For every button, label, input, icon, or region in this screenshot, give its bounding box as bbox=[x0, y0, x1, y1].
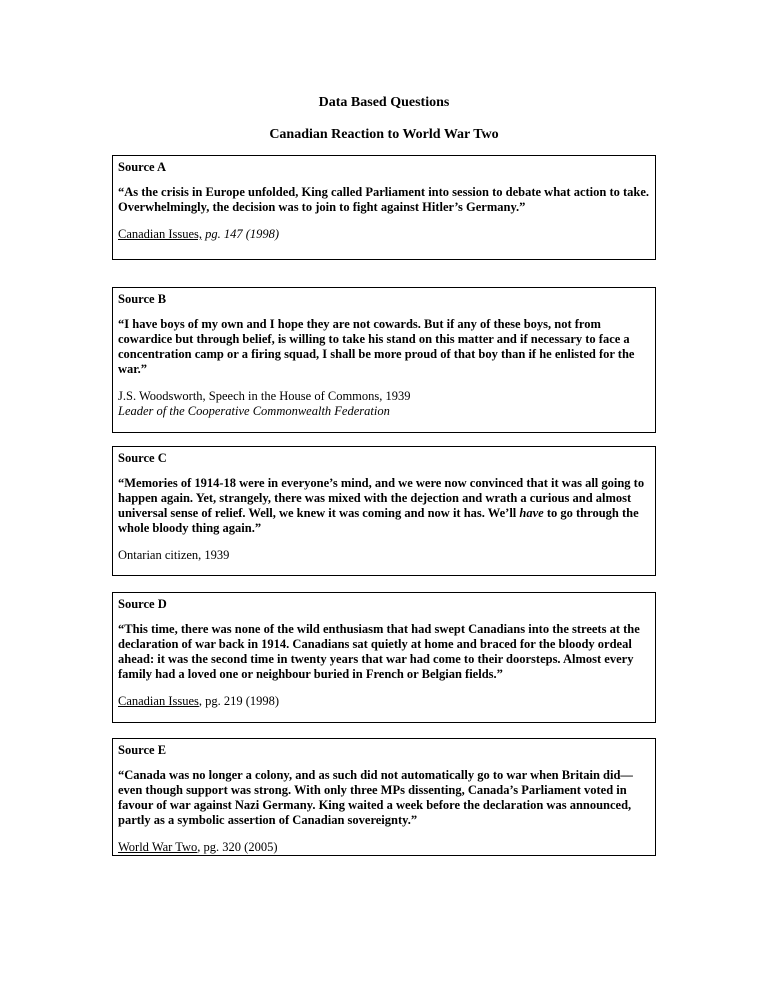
source-d-box bbox=[112, 592, 656, 723]
source-c-quote-part1: “Memories of 1914-18 were in everyone’s mind, and we were now convinced that it was all going to happen again. Yet, strangely, there was mixed with the dejection and wrath a curious and almost universal sense of relief. Well, we knew it was coming and now it has. We’ll bbox=[118, 476, 645, 520]
source-e-box bbox=[112, 738, 656, 856]
source-c-box bbox=[112, 446, 656, 576]
source-c-quote-emphasis: have bbox=[519, 506, 544, 520]
source-b-heading: Source B bbox=[118, 292, 167, 306]
source-b-speaker: J.S. Woodsworth, Speech in the House of Commons, 1939 bbox=[118, 389, 411, 403]
source-a-box bbox=[112, 155, 656, 260]
source-e-heading: Source E bbox=[118, 743, 167, 757]
source-d-heading: Source D bbox=[118, 597, 167, 611]
source-d-reference: , pg. 219 (1998) bbox=[198, 694, 280, 708]
source-a-citation bbox=[118, 227, 650, 242]
source-d-quote: “This time, there was none of the wild enthusiasm that had swept Canadians into the streets at the declaration of war back in 1914. Canadians sat quietly at home and braced for the bloody ordeal ahead: it was the second time in twenty years that war had come to their doorsteps. Almost every family had a loved one or neighbour buried in French or Belgian fields.” bbox=[118, 622, 640, 681]
source-d-book-title: Canadian Issues bbox=[118, 694, 199, 708]
source-b-role: Leader of the Cooperative Commonwealth Federation bbox=[118, 404, 390, 418]
source-c-quote-part2: to go through the whole bloody thing again.” bbox=[118, 506, 639, 535]
source-e-reference: , pg. 320 (2005) bbox=[197, 840, 278, 854]
source-b-box bbox=[112, 287, 656, 433]
source-e-quote: “Canada was no longer a colony, and as such did not automatically go to war when Britain did—even though support was strong. With only three MPs dissenting, Canada’s Parliament voted in favour of war against Nazi Germany. King waited a week before the declaration was announced, partly as a symbolic assertion of Canadian sovereignty.” bbox=[118, 768, 633, 827]
source-a-reference: pg. 147 (1998) bbox=[202, 227, 280, 241]
source-b-quote: “I have boys of my own and I hope they are not cowards. But if any of these boys, not from cowardice but through belief, is willing to take his stand on this matter and if necessary to face a concentration camp or a firing squad, I shall be more proud of that boy than if he enlisted for the war.” bbox=[118, 317, 635, 376]
source-a-book-title: Canadian Issues, bbox=[118, 227, 203, 241]
source-c-attribution: Ontarian citizen, 1939 bbox=[118, 548, 230, 562]
source-e-citation bbox=[118, 840, 650, 855]
source-c-heading: Source C bbox=[118, 451, 167, 465]
source-e-book-title: World War Two bbox=[118, 840, 198, 854]
source-a-heading: Source A bbox=[118, 160, 167, 174]
source-a-quote: “As the crisis in Europe unfolded, King called Parliament into session to debate what action to take. Overwhelmingly, the decision was to join to fight against Hitler’s Germany.” bbox=[118, 185, 650, 214]
source-d-citation bbox=[118, 694, 650, 709]
page-subtitle: Canadian Reaction to World War Two bbox=[269, 127, 499, 142]
page-title: Data Based Questions bbox=[318, 95, 450, 110]
source-c-quote bbox=[118, 476, 650, 536]
source-b-attribution bbox=[118, 389, 650, 419]
